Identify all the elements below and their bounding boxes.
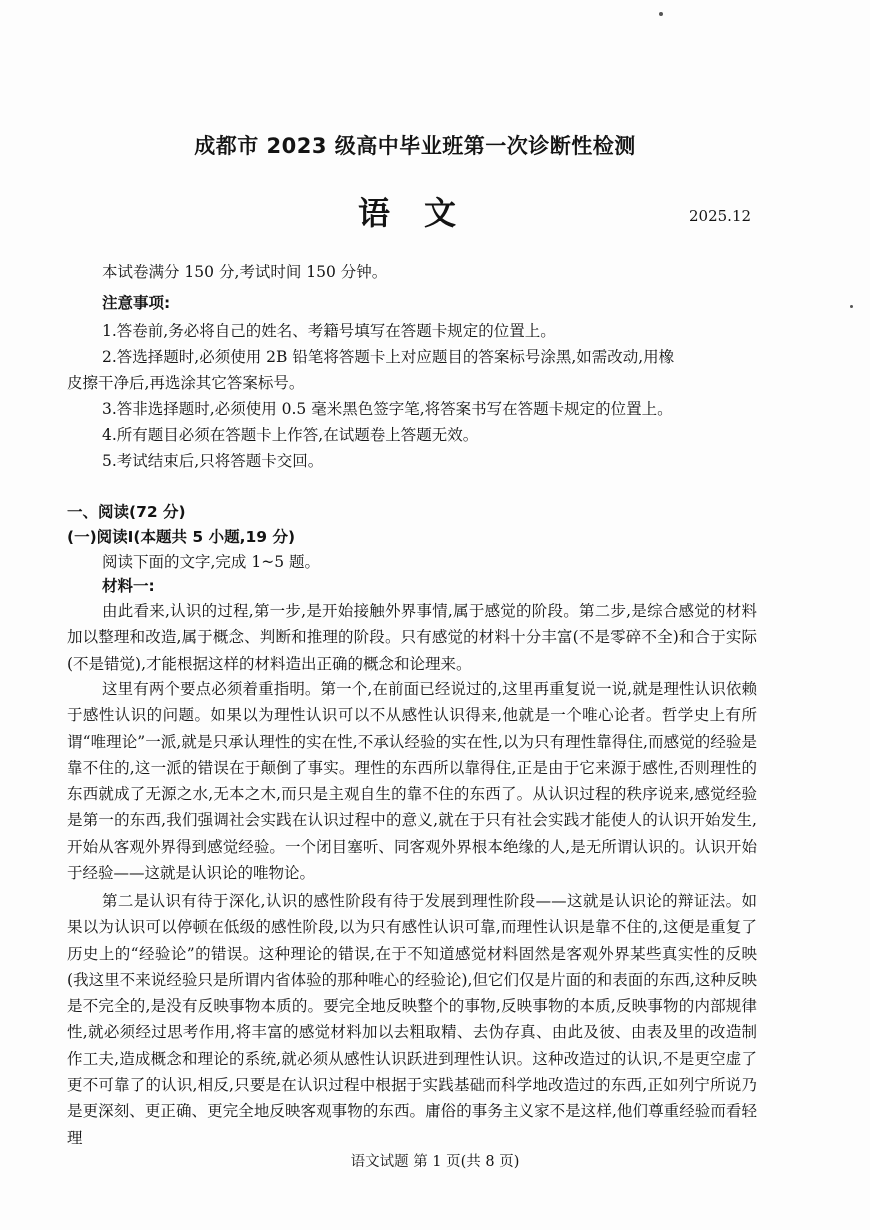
subject-title: 语文 bbox=[358, 194, 491, 232]
exam-date: 2025.12 bbox=[689, 207, 752, 225]
material-paragraph: 这里有两个要点必须着重指明。第一个,在前面已经说过的,这里再重复说一说,就是理性认识依赖于感性认识的问题。如果以为理性认识可以不从感性认识得来,他就是一个唯心论者。哲学史上有所谓“唯理论”一派,就是只承认理性的实在性,不承认经验的实在性,以为只有理性靠得住,而感觉的经验是靠不住的,这一派的错误在于颠倒了事实。理性的东西所以靠得住,正是由于它来源于感性,否则理性的东西就成了无源之水,无本之木,而只是主观自生的靠不住的东西了。从认识过程的秩序说来,感觉经验是第一的东西,我们强调社会实践在认识过程中的意义,就在于只有社会实践才能使人的认识开始发生,开始从客观外界得到感觉经验。一个闭目塞听、同客观外界根本绝缘的人,是无所谓认识的。认识开始于经验——这就是认识论的唯物论。 bbox=[67, 680, 757, 883]
material-paragraph: 第二是认识有待于深化,认识的感性阶段有待于发展到理性阶段——这就是认识论的辩证法。如果以为认识可以停顿在低级的感性阶段,以为只有感性认识可靠,而理性认识是靠不住的,这便是重复了历史上的“经验论”的错误。这种理论的错误,在于不知道感觉材料固然是客观外界某些真实性的反映(我这里不来说经验只是所谓内省体验的那种唯心的经验论),但它们仅是片面的和表面的东西,这种反映是不完全的,是没有反映事物本质的。要完全地反映整个的事物,反映事物的本质,反映事物的内部规律性,就必须经过思考作用,将丰富的感觉材料加以去粗取精、去伪存真、由此及彼、由表及里的改造制作工夫,造成概念和理论的系统,就必须从感性认识跃进到理性认识。这种改造过的认识,不是更空虚了更不可靠了的认识,相反,只要是在认识过程中根据于实践基础而科学地改造过的东西,正如列宁所说乃是更深刻、更正确、更完全地反映客观事物的东西。庸俗的事务主义家不是这样,他们尊重经验而看轻理 bbox=[67, 892, 757, 1147]
notice-item: 5.考试结束后,只将答题卡交回。 bbox=[102, 452, 324, 470]
notice-item: 3.答非选择题时,必须使用 0.5 毫米黑色签字笔,将答案书写在答题卡规定的位置上。 bbox=[102, 400, 673, 418]
notice-heading: 注意事项: bbox=[102, 294, 171, 312]
notice-item: 4.所有题目必须在答题卡上作答,在试题卷上答题无效。 bbox=[102, 426, 479, 444]
sub-section-heading: (一)阅读Ⅰ(本题共 5 小题,19 分) bbox=[67, 528, 296, 546]
exam-title: 成都市 2023 级高中毕业班第一次诊断性检测 bbox=[194, 134, 636, 158]
scan-speck bbox=[659, 12, 663, 16]
reading-instruction: 阅读下面的文字,完成 1~5 题。 bbox=[102, 553, 320, 571]
scan-speck bbox=[850, 305, 853, 308]
notice-item: 2.答选择题时,必须使用 2B 铅笔将答题卡上对应题目的答案标号涂黑,如需改动,用橡 bbox=[102, 348, 675, 366]
material-label: 材料一: bbox=[102, 577, 155, 595]
notice-item: 1.答卷前,务必将自己的姓名、考籍号填写在答题卡规定的位置上。 bbox=[102, 322, 556, 340]
intro-text: 本试卷满分 150 分,考试时间 150 分钟。 bbox=[102, 263, 388, 281]
section-heading: 一、阅读(72 分) bbox=[67, 503, 186, 521]
material-paragraph: 由此看来,认识的过程,第一步,是开始接触外界事情,属于感觉的阶段。第二步,是综合感觉的材料加以整理和改造,属于概念、判断和推理的阶段。只有感觉的材料十分丰富(不是零碎不全)和合于实际(不是错觉),才能根据这样的材料造出正确的概念和论理来。 bbox=[67, 602, 757, 673]
notice-item-continuation: 皮擦干净后,再选涂其它答案标号。 bbox=[67, 374, 305, 392]
page-footer: 语文试题 第 1 页(共 8 页) bbox=[350, 1154, 520, 1170]
